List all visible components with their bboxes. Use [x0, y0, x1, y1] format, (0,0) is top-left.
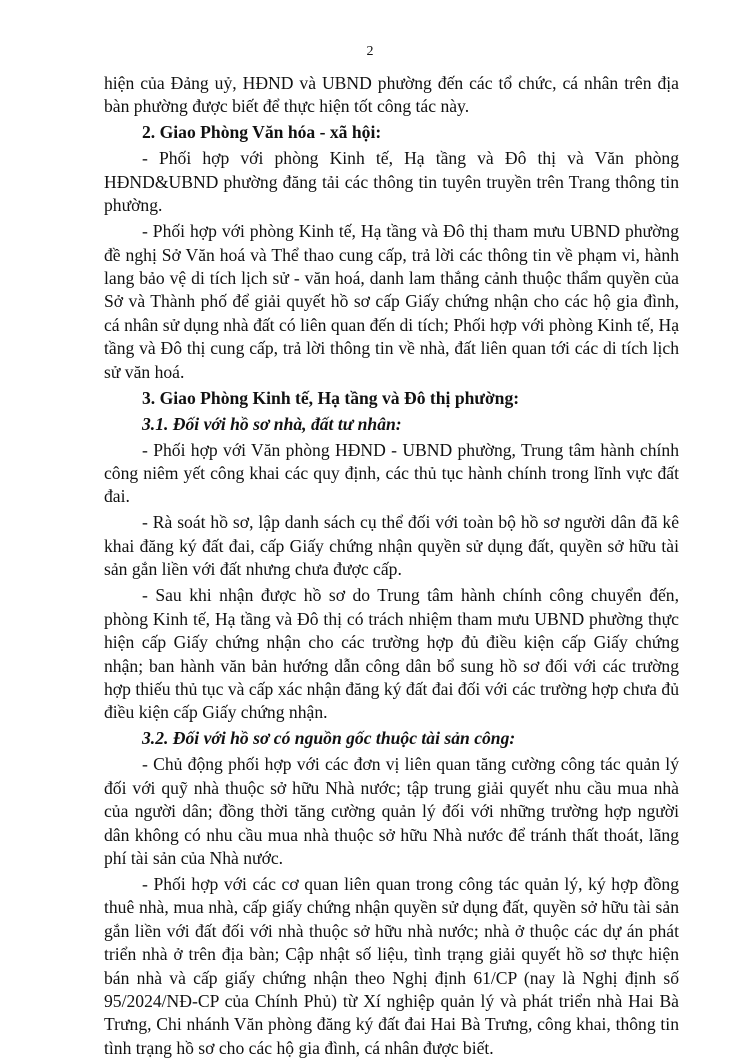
section-heading: 2. Giao Phòng Văn hóa - xã hội:: [142, 122, 382, 143]
paragraph: - Phối hợp với phòng Kinh tế, Hạ tầng và Đô thị tham mưu UBND phường đề nghị Sở Văn hoá và Thể thao cung cấp, trả lời các thông tin về phạm vi, hành lang bảo vệ di tích lịch sử - văn hoá, danh lam thắng cảnh thuộc thẩm quyền của Sở và Thành phố để giải quyết hồ sơ cấp Giấy chứng nhận cho các hộ gia đình, cá nhân sử dụng nhà đất có liên quan đến di tích; Phối hợp với phòng Kinh tế, Hạ tầng và Đô thị cung cấp, trả lời thông tin về nhà, đất liên quan tới các di tích lịch sử văn hoá.: [104, 221, 679, 382]
page-number: 2: [366, 44, 374, 59]
paragraph: - Chủ động phối hợp với các đơn vị liên quan tăng cường công tác quản lý đối với quỹ nhà thuộc sở hữu Nhà nước; tập trung giải quyết nhu cầu mua nhà của người dân; đồng thời tăng cường quản lý đối với những trường hợp người dân không có nhu cầu mua nhà thuộc sở hữu Nhà nước để tránh thất thoát, lãng phí tài sản của Nhà nước.: [104, 754, 679, 868]
section-heading: 3. Giao Phòng Kinh tế, Hạ tầng và Đô thị phường:: [142, 387, 520, 408]
paragraph: - Phối hợp với Văn phòng HĐND - UBND phường, Trung tâm hành chính công niêm yết công khai các quy định, các thủ tục hành chính trong lĩnh vực đất đai.: [104, 439, 679, 507]
paragraph: hiện của Đảng uỷ, HĐND và UBND phường đến các tổ chức, cá nhân trên địa bàn phường được biết để thực hiện tốt công tác này.: [104, 73, 679, 117]
paragraph: - Phối hợp với các cơ quan liên quan trong công tác quản lý, ký hợp đồng thuê nhà, mua nhà, cấp giấy chứng nhận quyền sử dụng đất, quyền sở hữu tài sản gắn liền với đất đối với nhà thuộc sở hữu nhà nước; nhà ở thuộc các dự án phát triển nhà ở trên địa bàn; Cập nhật số liệu, tình trạng giải quyết hồ sơ thực hiện bán nhà và cấp giấy chứng nhận theo Nghị định 61/CP (nay là Nghị định số 95/2024/NĐ-CP của Chính Phủ) từ Xí nghiệp quản lý và phát triển nhà Hai Bà Trưng, Chi nhánh Văn phòng đăng ký đất đai Hai Bà Trưng, công khai, thông tin tình trạng hồ sơ cho các hộ gia đình, cá nhân được biết.: [104, 873, 679, 1058]
document-body: [104, 72, 679, 1063]
paragraph: - Phối hợp với phòng Kinh tế, Hạ tầng và Đô thị và Văn phòng HĐND&UBND phường đăng tải các thông tin tuyên truyền trên Trang thông tin phường.: [104, 148, 679, 216]
paragraph: - Rà soát hồ sơ, lập danh sách cụ thể đối với toàn bộ hồ sơ người dân đã kê khai đăng ký đất đai, cấp Giấy chứng nhận quyền sử dụng đất, quyền sở hữu tài sản gắn liền với đất nhưng chưa được cấp.: [104, 512, 679, 580]
subsection-heading: 3.1. Đối với hồ sơ nhà, đất tư nhân:: [142, 413, 402, 434]
paragraph: - Sau khi nhận được hồ sơ do Trung tâm hành chính công chuyển đến, phòng Kinh tế, Hạ tầng và Đô thị có trách nhiệm tham mưu UBND phường thực hiện cấp Giấy chứng nhận cho các trường hợp đủ điều kiện cấp Giấy chứng nhận; ban hành văn bản hướng dẫn công dân bổ sung hồ sơ đối với các trường hợp thiếu thủ tục và cấp xác nhận đăng ký đất đai đối với các trường hợp chưa đủ điều kiện cấp Giấy chứng nhận.: [104, 585, 679, 723]
subsection-heading: 3.2. Đối với hồ sơ có nguồn gốc thuộc tài sản công:: [142, 728, 516, 749]
